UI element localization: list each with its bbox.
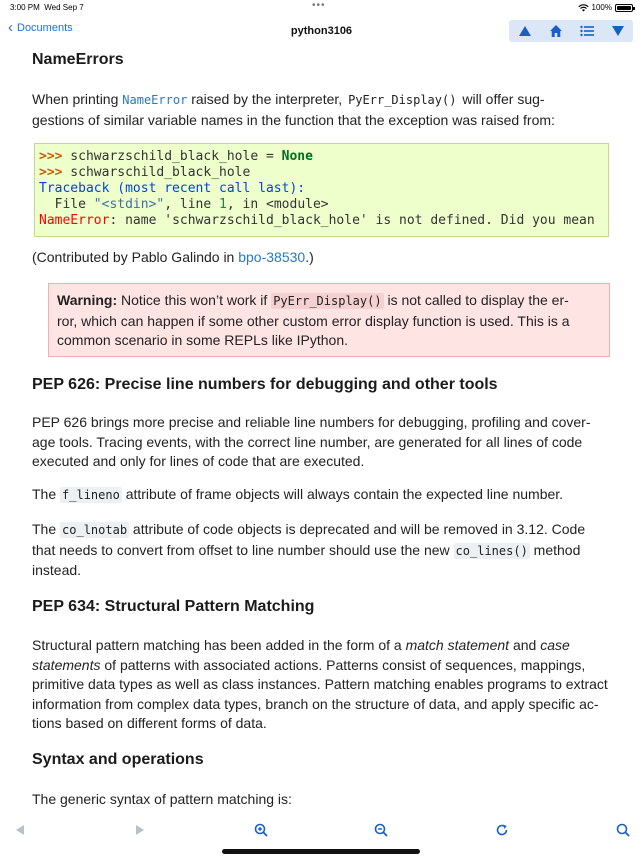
text: attribute of code objects is deprecated and will be removed in 3.12. Code: [129, 521, 586, 537]
traceback-header: Traceback (most recent call last):: [39, 181, 306, 196]
inline-code: f_lineno: [62, 488, 120, 502]
wifi-icon: [578, 4, 589, 12]
code-keyword: None: [281, 149, 313, 164]
list-icon: [580, 25, 594, 37]
text: instead.: [32, 562, 82, 578]
pep-626-paragraph-3: [32, 520, 610, 581]
zoom-out-icon: [374, 823, 388, 837]
text: ror, which can happen if some other custom error display function is used. This is a: [57, 312, 570, 329]
bottom-toolbar: [0, 812, 643, 848]
emphasis: match statement: [405, 637, 510, 653]
battery-percent: 100%: [591, 3, 612, 12]
text: will offer sug-: [458, 91, 545, 107]
next-page-button[interactable]: [607, 22, 629, 40]
code-text: schwarzschild_black_hole =: [62, 149, 282, 164]
arrow-up-icon: [518, 25, 532, 37]
text: When printing: [32, 91, 123, 107]
inline-code: co_lnotab: [62, 523, 128, 537]
name-error-link[interactable]: NameError: [122, 93, 188, 107]
syntax-paragraph: The generic syntax of pattern matching is:: [32, 791, 292, 807]
text: PEP 626 brings more precise and reliable line numbers for debugging, profiling and cover-: [32, 414, 591, 430]
text: tions based on different forms of data.: [32, 715, 267, 731]
text: The: [32, 521, 61, 537]
contents-list-button[interactable]: [576, 22, 598, 40]
back-arrow-icon: [15, 824, 25, 836]
forward-arrow-icon: [135, 824, 145, 836]
text: is not called to display the er-: [383, 292, 569, 308]
text: information from complex data types, branch on the structure of data, and apply specific ac-: [32, 695, 599, 712]
search-button[interactable]: [613, 820, 633, 840]
home-indicator[interactable]: [222, 849, 420, 854]
code-text: , in <module>: [226, 197, 329, 212]
text: method: [529, 541, 581, 558]
pep-626-paragraph-1: [32, 413, 610, 472]
code-error-name: NameError: [39, 213, 110, 228]
text: age tools. Tracing events, with the correct line number, are generated for all lines of code: [32, 433, 583, 450]
bpo-38530-link[interactable]: bpo-38530: [238, 249, 306, 265]
battery-icon: [615, 4, 633, 12]
code-number: 1: [219, 197, 227, 212]
inline-code: PyErr_Display(): [273, 294, 382, 308]
refresh-button[interactable]: [492, 820, 512, 840]
code-text: schwarschild_black_hole: [62, 165, 251, 180]
nav-toolbar: [509, 20, 633, 42]
warning-label: Warning:: [57, 292, 118, 308]
text: executed and only for lines of code that are executed.: [32, 453, 365, 469]
back-label: Documents: [17, 22, 73, 34]
status-right: [578, 3, 633, 12]
repl-prompt: >>>: [39, 165, 63, 180]
code-text: : name 'schwarzschild_black_hole' is not defined. Did you mean: [109, 213, 595, 228]
status-bar: [0, 0, 643, 14]
page-title: python3106: [290, 25, 353, 37]
status-time: 3:00 PM Wed Sep 7: [10, 3, 84, 12]
back-to-documents-button[interactable]: [8, 19, 73, 36]
zoom-in-button[interactable]: [251, 820, 271, 840]
name-errors-intro: [32, 90, 610, 130]
forward-button[interactable]: [130, 820, 150, 840]
pep-634-paragraph: [32, 636, 610, 734]
code-text: , line: [164, 197, 220, 212]
text: and: [509, 637, 541, 653]
zoom-in-icon: [254, 823, 268, 837]
heading-syntax: Syntax and operations: [32, 751, 204, 768]
previous-page-button[interactable]: [514, 22, 536, 40]
emphasis: statements: [32, 656, 101, 673]
arrow-down-icon: [611, 25, 625, 37]
warning-box: [48, 283, 610, 357]
refresh-icon: [495, 823, 509, 837]
text: attribute of frame objects will always contain the expected line number.: [121, 486, 564, 502]
code-example-block[interactable]: [34, 143, 609, 237]
text: Structural pattern matching has been added in the form of a: [32, 637, 406, 653]
text: gestions of similar variable names in the function that the exception was raised from:: [32, 111, 555, 128]
text: primitive data types as well as class instances. Pattern matching enables programs to extract: [32, 676, 608, 692]
inline-code: PyErr_Display(): [348, 93, 457, 107]
zoom-out-button[interactable]: [371, 820, 391, 840]
contribution-note: [32, 248, 610, 268]
heading-pep-626: PEP 626: Precise line numbers for debugging and other tools: [32, 376, 498, 393]
code-text: File: [39, 197, 94, 212]
document-content[interactable]: [32, 46, 612, 807]
navigation-bar: [0, 16, 643, 46]
emphasis: case: [540, 637, 570, 653]
text: common scenario in some REPLs like IPython.: [57, 332, 349, 348]
text: (Contributed by Pablo Galindo in: [32, 249, 239, 265]
text: Notice this won’t work if: [117, 292, 272, 308]
text: The: [32, 486, 61, 502]
repl-prompt: >>>: [39, 149, 63, 164]
text: .): [305, 249, 314, 265]
back-button[interactable]: [10, 820, 30, 840]
text: that needs to convert from offset to line number should use the new: [32, 541, 454, 558]
text: raised by the interpreter,: [187, 91, 347, 107]
multitask-dots-icon[interactable]: •••: [312, 0, 326, 11]
code-string: "<stdin>": [93, 197, 165, 212]
heading-pep-634: PEP 634: Structural Pattern Matching: [32, 598, 315, 615]
text: of patterns with associated actions. Patterns consist of sequences, mappings,: [100, 656, 586, 673]
chevron-left-icon: ‹: [8, 19, 13, 36]
search-icon: [616, 823, 630, 837]
home-button[interactable]: [545, 22, 567, 40]
home-icon: [549, 24, 563, 38]
inline-code: co_lines(): [455, 543, 528, 558]
pep-626-paragraph-2: [32, 485, 610, 506]
heading-name-errors: NameErrors: [32, 51, 124, 68]
